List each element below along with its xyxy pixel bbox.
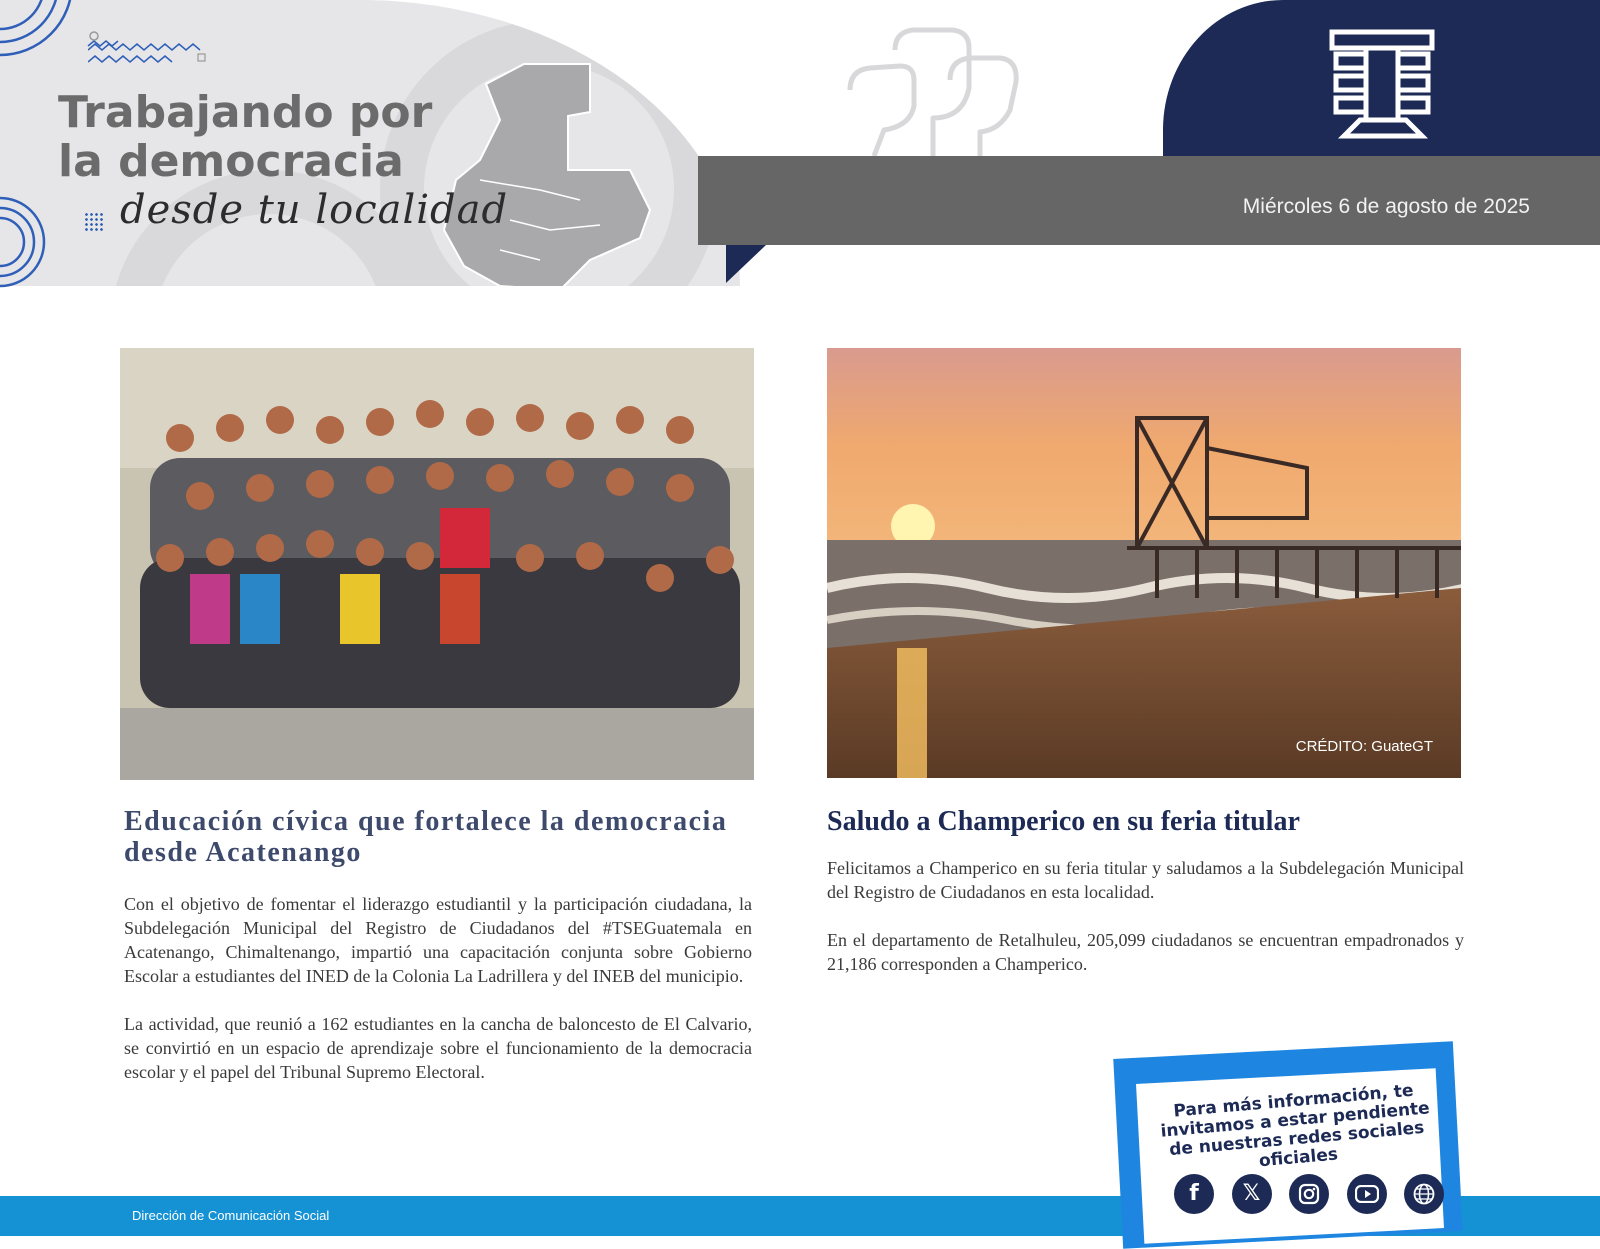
social-invite-text: Para más información, te invitamos a estar pendiente de nuestras redes sociales oficiales	[1159, 1080, 1431, 1172]
web-icon[interactable]	[1404, 1174, 1444, 1214]
header-script-subtitle: desde tu localidad	[120, 187, 509, 233]
tse-logo-icon	[1326, 28, 1440, 140]
header-title-line2: la democracia	[58, 136, 404, 187]
article-paragraph: En el departamento de Retalhuleu, 205,099 ciudadanos se encuentran empadronados y 21,186 corresponden a Champerico.	[827, 930, 1464, 974]
article-body-acatenango	[124, 892, 752, 1108]
instagram-icon[interactable]	[1289, 1174, 1329, 1214]
footer-department: Dirección de Comunicación Social	[132, 1208, 330, 1223]
youtube-icon[interactable]	[1347, 1174, 1387, 1214]
photo-group-students-illustration	[120, 348, 754, 780]
band-notch-decoration	[726, 245, 766, 283]
photo-group-students	[120, 348, 754, 780]
x-icon[interactable]: 𝕏	[1232, 1174, 1272, 1214]
article-paragraph: La actividad, que reunió a 162 estudiantes en la cancha de baloncesto de El Calvario, se convirtió en un espacio de aprendizaje sobre el funcionamiento de la democracia escolar y el papel del Tribunal Supremo Electoral.	[124, 1014, 752, 1082]
social-icons	[1174, 1174, 1444, 1214]
facebook-icon[interactable]: f	[1174, 1174, 1214, 1214]
article-title-champerico: Saludo a Champerico en su feria titular	[827, 806, 1300, 837]
header-title	[58, 88, 432, 186]
globe-glyph	[1412, 1182, 1436, 1206]
article-title-acatenango: Educación cívica que fortalece la democracia desde Acatenango	[124, 806, 728, 868]
article-body-champerico	[827, 856, 1464, 1000]
zigzag-decoration	[88, 30, 218, 70]
raised-fists-icon	[840, 20, 1030, 156]
youtube-glyph	[1355, 1185, 1379, 1203]
photo-sunset-pier-illustration	[827, 348, 1461, 778]
photo-sunset-pier	[827, 348, 1461, 778]
article-paragraph: Felicitamos a Champerico en su feria titular y saludamos a la Subdelegación Municipal del Registro de Ciudadanos en esta localidad.	[827, 858, 1464, 902]
dots-decoration	[84, 212, 104, 232]
article-paragraph: Con el objetivo de fomentar el liderazgo estudiantil y la participación ciudadana, la Subdelegación Municipal del Registro de Ciudadanos del #TSEGuatemala en Acatenango, Chimaltenango, impartió una capacitación conjunta sobre Gobierno Escolar a estudiantes del INED de la Colonia La Ladrillera y del INEB del municipio.	[124, 894, 752, 986]
header-title-line1: Trabajando por	[58, 87, 433, 138]
guatemala-map-icon	[440, 60, 680, 286]
instagram-glyph	[1298, 1183, 1320, 1205]
publication-date: Miércoles 6 de agosto de 2025	[1242, 195, 1530, 218]
photo-credit: CRÉDITO: GuateGT	[1295, 738, 1433, 755]
